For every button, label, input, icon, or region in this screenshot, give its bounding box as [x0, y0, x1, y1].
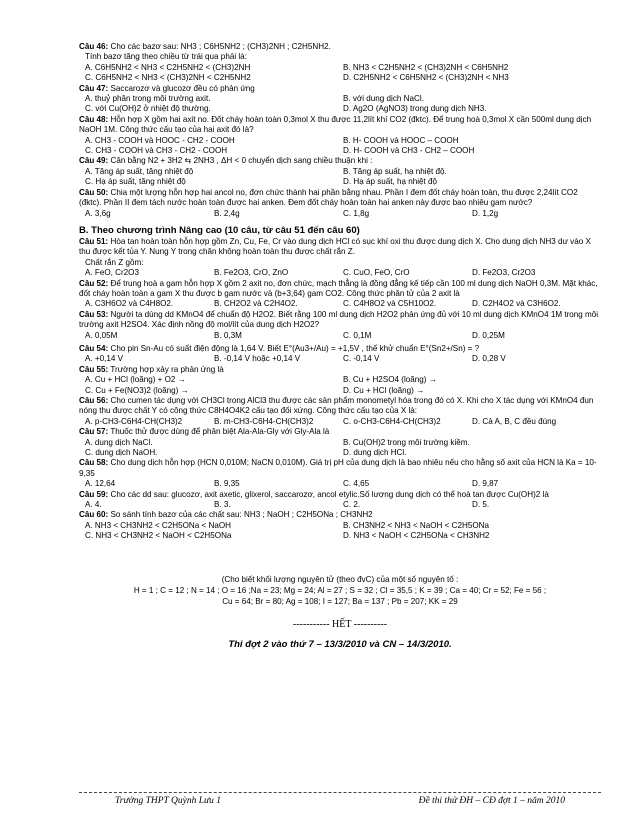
- question-stem: Để trung hoà a gam hỗn hợp X gồm 2 axit no, đơn chức, mạch thẳng là đồng đẳng kế tiếp cần 100 ml dung dịch NaOH 0,3M. Mặt khác, đốt cháy hoàn toàn a gam X thu được b gam nước và (b+3,64) gam CO2. Công thức phân tử của 2 axit là: [79, 278, 598, 298]
- question-54: [79, 344, 601, 365]
- option-a: A. NH3 < CH3NH2 < C2H5ONa < NaOH: [85, 520, 231, 530]
- atomic-masses-line: H = 1 ; C = 12 ; N = 14 ; O = 16 ;Na = 23; Mg = 24; Al = 27 ; S = 32 ; Cl = 35,5 ; K = 39 ; Ca = 40; Cr = 52; Fe = 56 ;: [133, 585, 547, 595]
- option-d: D. dung dịch HCl.: [343, 448, 407, 458]
- question-55: [79, 365, 601, 396]
- question-stem: Cho các dd sau: glucozơ, axit axetic, glixerol, saccarozơ, ancol etylic.Số lượng dung dịch có thể hoà tan được Cu(OH)2 là: [110, 489, 549, 499]
- option-b: B. 9,35: [214, 479, 240, 489]
- option-c: C. o-CH3-C6H4-CH(CH3)2: [343, 416, 441, 426]
- question-substem: Chất rắn Z gồm:: [85, 257, 144, 267]
- question-label: Câu 49:: [79, 156, 109, 166]
- option-c: C. CuO, FeO, CrO: [343, 268, 410, 278]
- option-b: B. m-CH3-C6H4-CH(CH3)2: [214, 416, 314, 426]
- option-c: C. C4H8O2 và C5H10O2.: [343, 299, 437, 309]
- exam-page: [79, 42, 601, 650]
- option-b: B. 3.: [214, 500, 231, 510]
- page-footer: [115, 796, 565, 806]
- option-c: C. dung dịch NaOH.: [85, 448, 158, 458]
- option-d: D. NH3 < NaOH < C2H5ONa < CH3NH2: [343, 531, 490, 541]
- option-b: B. Cu(OH)2 trong môi trường kiềm.: [343, 437, 470, 447]
- option-a: A. dung dịch NaCl.: [85, 437, 153, 447]
- question-stem: So sánh tính bazơ của các chất sau: NH3 ; NaOH ; C2H5ONa ; CH3NH2: [110, 510, 373, 520]
- option-d: D. 0,25M: [472, 330, 505, 340]
- option-a: A. Tăng áp suất, tăng nhiệt độ: [85, 166, 194, 176]
- option-d: D. Fe2O3, Cr2O3: [472, 268, 536, 278]
- end-marker: ----------- HẾT ----------: [292, 618, 388, 630]
- question-48: [79, 115, 601, 157]
- footer-exam-title: Đề thi thử ĐH – CĐ đợt 1 – năm 2010: [418, 796, 565, 806]
- option-b: B. 2,4g: [214, 208, 240, 218]
- section-b-heading: B. Theo chương trình Nâng cao (10 câu, từ câu 51 đến câu 60): [79, 224, 360, 236]
- option-b: B. NH3 < C2H5NH2 < (CH3)2NH < C6H5NH2: [343, 62, 509, 72]
- atomic-masses-line: Cu = 64; Br = 80; Ag = 108; I = 127; Ba = 137 ; Pb = 207; KK = 29: [222, 596, 458, 606]
- option-a: A. 3,6g: [85, 208, 111, 218]
- question-53: [79, 310, 601, 341]
- option-b: B. Cu + H2SO4 (loãng) →: [343, 375, 437, 385]
- question-stem: Hỗn hợp X gồm hai axit no. Đốt cháy hoàn toàn 0,3mol X thu được 11,2lít khí CO2 (đktc). Để trung hoà 0,3mol X cần 500ml dung dịch NaOH 1M. Công thức cấu tạo của hai axit đó là?: [79, 114, 592, 135]
- question-label: Câu 48:: [79, 114, 109, 124]
- option-a: A. C6H5NH2 < NH3 < C2H5NH2 < (CH3)2NH: [85, 62, 251, 72]
- question-59: [79, 490, 601, 511]
- option-d: D. H- COOH và CH3 - CH2 – COOH: [343, 146, 475, 156]
- question-52: [79, 279, 601, 310]
- question-58: [79, 458, 601, 489]
- question-stem: Người ta dùng dd KMnO4 để chuẩn độ H2O2. Biết rằng 100 ml dung dịch H2O2 phản ứng đủ với 10 ml dung dịch KMnO4 1M trong môi trường axit H2SO4. Xác định nồng độ mol/lít của dung dịch H2O2?: [79, 309, 599, 330]
- question-stem: Saccarozơ và glucozơ đều có phản ứng: [110, 83, 255, 93]
- question-49: [79, 156, 601, 187]
- question-label: Câu 54:: [79, 343, 109, 353]
- option-a: A. C3H6O2 và C4H8O2.: [85, 299, 174, 309]
- question-label: Câu 51:: [79, 236, 109, 246]
- question-label: Câu 55:: [79, 364, 109, 374]
- question-60: [79, 510, 601, 541]
- question-stem: Cân bằng N2 + 3H2 ⇆ 2NH3 , ΔH < 0 chuyển dịch sang chiều thuận khi :: [110, 156, 373, 166]
- option-c: C. 0,1M: [343, 330, 372, 340]
- question-56: [79, 396, 601, 427]
- option-b: B. Fe2O3, CrO, ZnO: [214, 268, 289, 278]
- option-c: C. Cu + Fe(NO3)2 (loãng) →: [85, 385, 189, 395]
- question-stem: Cho cumen tác dụng với CH3Cl trong AlCl3 thu được các sản phẩm monometyl hóa trong đó có X. Khi cho X tác dụng với KMnO4 đun nóng thu được chất Y có công thức C8H4O4K2 cấu tạo đối xứng. Công thức cấu tạo của X là:: [79, 396, 594, 416]
- question-57: [79, 427, 601, 458]
- footer-divider: [79, 792, 601, 793]
- question-51: [79, 237, 601, 279]
- option-a: A. Cu + HCl (loãng) + O2 →: [85, 375, 186, 385]
- option-c: C. C6H5NH2 < NH3 < (CH3)2NH < C2H5NH2: [85, 73, 251, 83]
- option-d: D. Ag2O (AgNO3) trong dung dịch NH3.: [343, 104, 487, 114]
- exam-schedule-note: Thi đợt 2 vào thứ 7 – 13/3/2010 và CN – 14/3/2010.: [228, 638, 452, 650]
- question-47: [79, 84, 601, 115]
- option-c: C. -0,14 V: [343, 354, 380, 364]
- atomic-masses-intro: (Cho biết khối lượng nguyên tử (theo đvC) của một số nguyên tố :: [221, 574, 459, 584]
- option-c: C. CH3 - COOH và CH3 - CH2 - COOH: [85, 146, 228, 156]
- option-d: D. 5.: [472, 500, 490, 510]
- question-label: Câu 52:: [79, 278, 109, 288]
- option-a: A. 12,64: [85, 479, 116, 489]
- option-c: C. 4,65: [343, 479, 370, 489]
- question-label: Câu 47:: [79, 83, 109, 93]
- option-c: C. 1,8g: [343, 208, 370, 218]
- question-stem: Thuốc thử được dùng để phân biệt Ala-Ala-Gly với Gly-Ala là: [110, 427, 330, 437]
- option-b: B. 0,3M: [214, 330, 242, 340]
- question-50: [79, 188, 601, 219]
- question-label: Câu 46:: [79, 42, 109, 51]
- question-label: Câu 53:: [79, 309, 109, 319]
- option-b: B. CH2O2 và C2H4O2.: [214, 299, 298, 309]
- option-d: D. Cả A, B, C đều đúng: [472, 416, 557, 426]
- question-substem: Tính bazơ tăng theo chiều từ trái qua phải là:: [85, 52, 247, 62]
- footer-school: Trường THPT Quỳnh Lưu 1: [115, 796, 222, 806]
- option-b: B. CH3NH2 < NH3 < NaOH < C2H5ONa: [343, 520, 489, 530]
- question-label: Câu 56:: [79, 396, 109, 405]
- option-a: A. 0,05M: [85, 330, 118, 340]
- option-d: D. Cu + HCl (loãng) →: [343, 385, 425, 395]
- option-d: D. C2H5NH2 < C6H5NH2 < (CH3)2NH < NH3: [343, 73, 509, 83]
- option-c: C. NH3 < CH3NH2 < NaOH < C2H5ONa: [85, 531, 232, 541]
- option-b: B. H- COOH và HOOC – COOH: [343, 135, 459, 145]
- question-label: Câu 58:: [79, 458, 109, 468]
- option-a: A. +0,14 V: [85, 354, 124, 364]
- question-stem: Trường hợp xảy ra phản ứng là: [110, 364, 224, 374]
- question-label: Câu 60:: [79, 510, 109, 520]
- option-d: D. C2H4O2 và C3H6O2.: [472, 299, 561, 309]
- option-d: D. 9,87: [472, 479, 499, 489]
- atomic-masses: [79, 574, 601, 607]
- option-c: C. Hạ áp suất, tăng nhiệt độ: [85, 177, 186, 187]
- option-d: D. Hạ áp suất, hạ nhiệt độ: [343, 177, 438, 187]
- question-46: [79, 42, 601, 84]
- option-a: A. thuỷ phân trong môi trường axit.: [85, 94, 211, 104]
- option-a: A. 4.: [85, 500, 102, 510]
- question-label: Câu 59:: [79, 489, 109, 499]
- option-c: C. với Cu(OH)2 ở nhiệt độ thường.: [85, 104, 211, 114]
- option-b: B. Tăng áp suất, hạ nhiệt độ.: [343, 166, 447, 176]
- option-b: B. với dung dịch NaCl.: [343, 94, 424, 104]
- option-d: D. 0,28 V: [472, 354, 506, 364]
- question-stem: Chia một lượng hỗn hợp hai ancol no, đơn chức thành hai phần bằng nhau. Phần I đem đốt cháy hoàn toàn, thu được 2,24lít CO2 (đktc). Phần II đem tách nước hoàn toàn được hai anken. Đem đốt cháy hoàn toàn hai anken này được bao nhiêu gam nước?: [79, 187, 578, 208]
- option-a: A. CH3 - COOH và HOOC - CH2 - COOH: [85, 135, 235, 145]
- option-a: A. p-CH3-C6H4-CH(CH3)2: [85, 416, 183, 426]
- question-label: Câu 57:: [79, 427, 109, 437]
- question-stem: Cho pin Sn-Au có suất điện động là 1,64 V. Biết E°(Au3+/Au) = +1,5V , thế khử chuẩn E°(Sn2+/Sn) = ?: [110, 343, 480, 353]
- option-a: A. FeO, Cr2O3: [85, 268, 139, 278]
- option-c: C. 2.: [343, 500, 361, 510]
- question-stem: Cho các bazơ sau: NH3 ; C6H5NH2 ; (CH3)2NH ; C2H5NH2.: [110, 42, 331, 51]
- question-label: Câu 50:: [79, 187, 109, 197]
- question-stem: Hòa tan hoàn toàn hỗn hợp gồm Zn, Cu, Fe, Cr vào dung dịch HCl có sục khí oxi thu được dung dịch X. Cho dung dịch NH3 dư vào X thu được kết tủa Y. Nung Y trong chân không hoàn toàn thu được chất rắn Z.: [79, 236, 591, 257]
- option-d: D. 1,2g: [472, 208, 499, 218]
- option-b: B. -0,14 V hoặc +0,14 V: [214, 354, 301, 364]
- question-stem: Cho dung dịch hỗn hợp (HCN 0,010M; NaCN 0,010M). Giá trị pH của dung dịch là bao nhiêu nếu cho hằng số axit của HCN là Ka = 10-9,35: [79, 458, 597, 478]
